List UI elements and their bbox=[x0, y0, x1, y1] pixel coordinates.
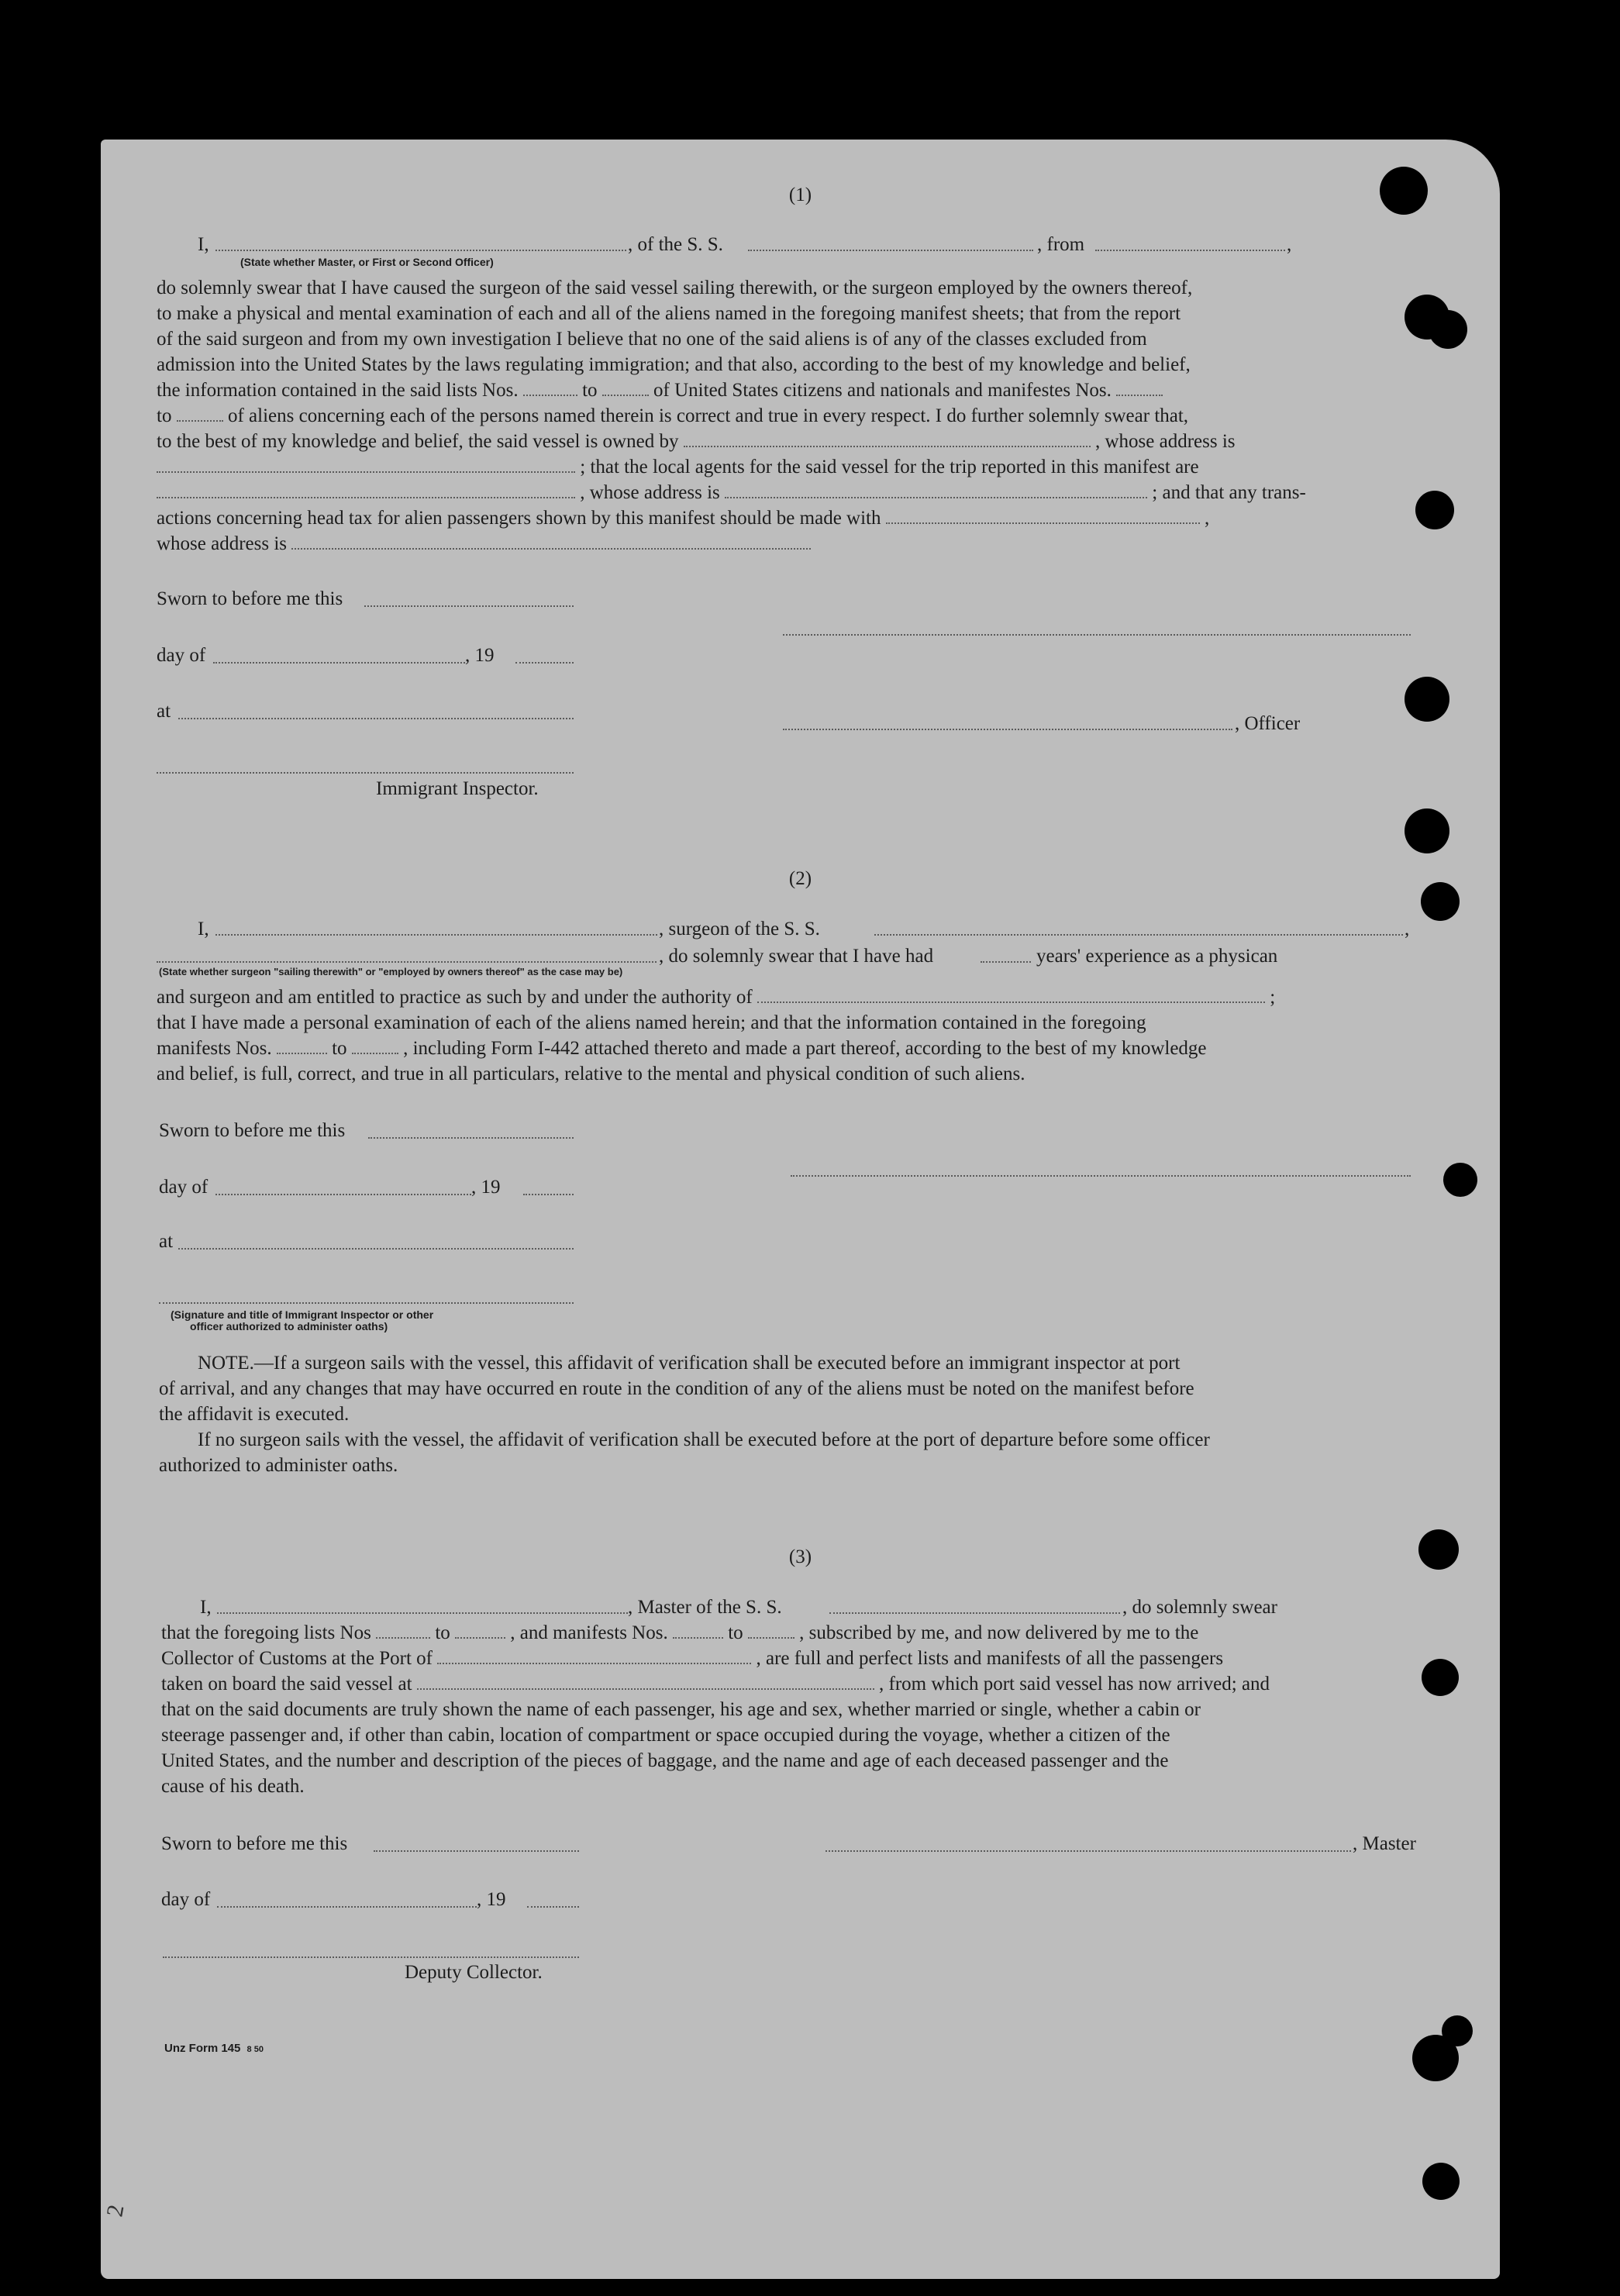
s3-vessel-field[interactable] bbox=[829, 1612, 1120, 1614]
s1-owned-by-label: to the best of my knowledge and belief, the said vessel is owned by bbox=[157, 431, 679, 452]
s2-manifests-label: manifests Nos. bbox=[157, 1038, 272, 1059]
s3-manifests-to-field[interactable] bbox=[748, 1620, 794, 1639]
s1-head-tax-field[interactable] bbox=[886, 505, 1200, 524]
s1-head-tax-address-field[interactable] bbox=[291, 531, 811, 550]
s3-deputy-label: Deputy Collector. bbox=[405, 1962, 543, 1983]
s2-at-label: at bbox=[159, 1231, 174, 1252]
s1-from-label: , from bbox=[1037, 234, 1085, 255]
s1-i-label: I, bbox=[198, 234, 209, 255]
s3-collector-label: Collector of Customs at the Port of bbox=[161, 1648, 433, 1669]
section-2-number: (2) bbox=[788, 868, 812, 889]
s1-day-field[interactable] bbox=[213, 662, 465, 664]
s3-day-of-label: day of bbox=[161, 1889, 211, 1910]
s1-inspector-sign-field[interactable] bbox=[157, 772, 574, 774]
punch-hole bbox=[1405, 677, 1449, 722]
s3-lists-from-field[interactable] bbox=[376, 1620, 430, 1639]
s1-signature-field[interactable] bbox=[783, 634, 1411, 636]
form-date: 8 50 bbox=[246, 2045, 264, 2054]
s1-whose-address-label: whose address is bbox=[157, 533, 288, 554]
s1-line1-end: , bbox=[1287, 234, 1292, 255]
punch-hole bbox=[1421, 882, 1460, 921]
s1-officer-label: , Officer bbox=[1235, 713, 1301, 734]
punch-hole bbox=[1422, 1659, 1459, 1696]
s1-year-label: , 19 bbox=[465, 645, 495, 666]
s1-agents-field[interactable] bbox=[157, 480, 575, 498]
punch-hole bbox=[1443, 1163, 1477, 1197]
s3-sworn-label: Sworn to before me this bbox=[161, 1833, 348, 1854]
punch-hole bbox=[1418, 1529, 1459, 1570]
s1-transactions-text: ; and that any trans- bbox=[1152, 482, 1306, 503]
s3-line: cause of his death. bbox=[161, 1776, 305, 1797]
s1-line: of the said surgeon and from my own investigation I believe that no one of the said aliens is of any of the classes excluded from bbox=[157, 329, 1147, 350]
s3-day-field[interactable] bbox=[217, 1906, 477, 1908]
s3-year-label: , 19 bbox=[477, 1889, 506, 1910]
s2-manifests-from-field[interactable] bbox=[277, 1036, 327, 1054]
s3-name-field[interactable] bbox=[217, 1612, 628, 1614]
s3-line: that on the said documents are truly shown the name of each passenger, his age and sex, whether married or single, whether a cabin or bbox=[161, 1699, 1201, 1720]
s1-line: admission into the United States by the laws regulating immigration; and that also, according to the best of my knowledge and belief, bbox=[157, 354, 1191, 375]
s3-subscribed-text: , subscribed by me, and now delivered by me to the bbox=[799, 1622, 1199, 1643]
s3-manifests-label: , and manifests Nos. bbox=[510, 1622, 668, 1643]
form-number: Unz Form 145 bbox=[164, 2042, 241, 2055]
s1-line: to make a physical and mental examination of each and all of the aliens named in the foregoing manifest sheets; that from the report bbox=[157, 303, 1181, 324]
s2-to-label: to bbox=[332, 1038, 347, 1059]
s2-caption: (State whether surgeon "sailing therewith" or "employed by owners thereof" as the case may be) bbox=[159, 966, 623, 977]
punch-hole bbox=[1415, 491, 1454, 529]
s2-experience-text: years' experience as a physican bbox=[1036, 946, 1278, 967]
s3-manifests-to-label: to bbox=[728, 1622, 743, 1643]
s1-line bbox=[157, 377, 1411, 403]
s1-agents-address-label: , whose address is bbox=[580, 482, 720, 503]
s1-line bbox=[157, 403, 1411, 429]
s2-signature-field[interactable] bbox=[791, 1175, 1411, 1177]
punch-hole bbox=[1442, 2015, 1473, 2046]
s2-note-line: the affidavit is executed. bbox=[159, 1404, 350, 1425]
s2-sig-caption-2: officer authorized to administer oaths) bbox=[190, 1320, 388, 1332]
s3-year-field[interactable] bbox=[527, 1906, 579, 1908]
s1-at-field[interactable] bbox=[178, 718, 574, 719]
s3-lists-to-field[interactable] bbox=[455, 1620, 505, 1639]
s3-lists-label: that the foregoing lists Nos bbox=[161, 1622, 371, 1643]
s1-year-field[interactable] bbox=[515, 662, 574, 664]
s1-at-label: at bbox=[157, 701, 171, 722]
s1-line bbox=[157, 429, 1411, 454]
s1-to-label: to bbox=[157, 405, 172, 426]
s2-note-line: of arrival, and any changes that may have occurred en route in the condition of any of the aliens must be noted on the manifest before bbox=[159, 1378, 1194, 1399]
s1-manifests-from-field[interactable] bbox=[1116, 377, 1163, 396]
punch-hole bbox=[1422, 2163, 1460, 2200]
punch-hole bbox=[1380, 167, 1428, 215]
s2-capacity-field[interactable] bbox=[157, 961, 657, 963]
s1-paragraph bbox=[157, 275, 1411, 557]
s2-year-label: , 19 bbox=[471, 1177, 501, 1198]
s2-sig-caption-1: (Signature and title of Immigrant Inspector or other bbox=[171, 1308, 434, 1321]
s3-line: steerage passenger and, if other than cabin, location of compartment or space occupied during the voyage, whether a citizen of the bbox=[161, 1725, 1170, 1746]
s1-agents-address-field[interactable] bbox=[725, 480, 1147, 498]
s1-owner-address-label: , whose address is bbox=[1094, 431, 1236, 452]
section-3-number: (3) bbox=[788, 1546, 812, 1567]
s1-day-of-label: day of bbox=[157, 645, 206, 666]
s3-lists-to-label: to bbox=[435, 1622, 450, 1643]
s1-inspector-label: Immigrant Inspector. bbox=[376, 778, 539, 799]
s3-sworn-field[interactable] bbox=[374, 1850, 579, 1852]
s2-manifests-to-field[interactable] bbox=[352, 1036, 398, 1054]
s1-lists-label: the information contained in the said lists Nos. bbox=[157, 380, 519, 401]
s1-sworn-field[interactable] bbox=[364, 605, 574, 607]
s1-aliens-text: of aliens concerning each of the persons named therein is correct and true in every respect. I do further solemnly swear that, bbox=[227, 405, 1189, 426]
s1-owner-field[interactable] bbox=[684, 429, 1091, 447]
s2-line: and belief, is full, correct, and true in all particulars, relative to the mental and physical condition of such aliens. bbox=[157, 1064, 1025, 1084]
s1-manifests-label: of United States citizens and nationals and manifestes Nos. bbox=[653, 380, 1112, 401]
s3-perfect-lists-text: , are full and perfect lists and manifests of all the passengers bbox=[756, 1648, 1224, 1669]
section-1-number: (1) bbox=[788, 184, 812, 205]
s1-lists-from-field[interactable] bbox=[523, 377, 577, 396]
s1-agents-label: ; that the local agents for the said vessel for the trip reported in this manifest are bbox=[580, 457, 1199, 477]
s3-line: United States, and the number and description of the pieces of baggage, and the name and age of each deceased passenger and the bbox=[161, 1750, 1169, 1771]
s3-line bbox=[161, 1646, 1413, 1671]
s2-inspector-sign-field[interactable] bbox=[159, 1302, 574, 1304]
s2-note bbox=[159, 1350, 1412, 1478]
s1-line bbox=[157, 454, 1411, 480]
s1-of-ss-label: , of the S. S. bbox=[628, 234, 723, 255]
s2-line: that I have made a personal examination of each of the aliens named herein; and that the information contained in the foregoing bbox=[157, 1012, 1146, 1033]
s2-swear-text: , do solemnly swear that I have had bbox=[659, 946, 934, 967]
s2-year-field[interactable] bbox=[523, 1194, 574, 1195]
s3-manifests-from-field[interactable] bbox=[673, 1620, 723, 1639]
s1-head-tax-text: actions concerning head tax for alien passengers shown by this manifest should be made with bbox=[157, 508, 881, 529]
s3-port-field[interactable] bbox=[437, 1646, 751, 1664]
s2-paragraph bbox=[157, 984, 1412, 1087]
s2-including-text: , including Form I-442 attached thereto and made a part thereof, according to the best of my knowledge bbox=[403, 1038, 1207, 1059]
s2-vessel-field[interactable] bbox=[874, 934, 1403, 936]
s3-taken-on-board-label: taken on board the said vessel at bbox=[161, 1674, 412, 1694]
s1-officer-field[interactable] bbox=[783, 729, 1232, 730]
s1-from-field[interactable] bbox=[1095, 250, 1285, 251]
s1-line: do solemnly swear that I have caused the surgeon of the said vessel sailing therewith, or the surgeon employed by the owners thereof, bbox=[157, 278, 1193, 298]
punch-hole bbox=[1429, 310, 1467, 349]
s2-note-line: If no surgeon sails with the vessel, the affidavit of verification shall be executed before at the port of departure before some officer bbox=[198, 1429, 1210, 1450]
s1-name-field[interactable] bbox=[215, 250, 626, 251]
s2-surgeon-label: , surgeon of the S. S. bbox=[659, 919, 820, 939]
s1-head-tax-end: , bbox=[1205, 508, 1210, 529]
s2-day-of-label: day of bbox=[159, 1177, 209, 1198]
s3-arrived-text: , from which port said vessel has now arrived; and bbox=[879, 1674, 1270, 1694]
s2-line1-end: , bbox=[1405, 919, 1410, 939]
s2-at-field[interactable] bbox=[178, 1248, 574, 1250]
s3-master-label-2: , Master bbox=[1353, 1833, 1416, 1854]
s3-master-sign-field[interactable] bbox=[826, 1850, 1351, 1852]
s2-sworn-label: Sworn to before me this bbox=[159, 1120, 346, 1141]
s2-line bbox=[157, 984, 1412, 1010]
s2-day-field[interactable] bbox=[215, 1194, 471, 1195]
s3-i-label: I, bbox=[200, 1597, 212, 1618]
s1-line bbox=[157, 480, 1411, 505]
s2-authority-end: ; bbox=[1270, 987, 1276, 1008]
s2-sworn-field[interactable] bbox=[368, 1137, 574, 1139]
s1-sworn-label: Sworn to before me this bbox=[157, 588, 343, 609]
s1-owner-address-field[interactable] bbox=[157, 454, 575, 473]
s3-departure-port-field[interactable] bbox=[417, 1671, 874, 1690]
s1-vessel-field[interactable] bbox=[748, 250, 1033, 251]
s2-i-label: I, bbox=[198, 919, 209, 939]
s1-line bbox=[157, 505, 1411, 531]
s3-line bbox=[161, 1671, 1413, 1697]
s2-note-line: NOTE.—If a surgeon sails with the vessel, this affidavit of verification shall be executed before an immigrant inspector at port bbox=[198, 1353, 1181, 1374]
s2-name-field[interactable] bbox=[215, 934, 657, 936]
s3-master-label: , Master of the S. S. bbox=[628, 1597, 782, 1618]
s3-line bbox=[161, 1620, 1413, 1646]
punch-hole bbox=[1405, 808, 1449, 853]
s2-line bbox=[157, 1036, 1412, 1061]
s1-line bbox=[157, 531, 1411, 557]
s3-paragraph bbox=[161, 1620, 1413, 1799]
s3-swear-label: , do solemnly swear bbox=[1122, 1597, 1277, 1618]
s1-lists-to-field[interactable] bbox=[602, 377, 649, 396]
s2-years-field[interactable] bbox=[981, 961, 1031, 963]
s2-authority-field[interactable] bbox=[757, 984, 1265, 1003]
s2-authority-text: and surgeon and am entitled to practice as such by and under the authority of bbox=[157, 987, 753, 1008]
form-id bbox=[164, 2042, 264, 2055]
s1-lists-to-label: to bbox=[582, 380, 598, 401]
s1-caption: (State whether Master, or First or Second Officer) bbox=[240, 256, 494, 268]
s2-note-line: authorized to administer oaths. bbox=[159, 1455, 398, 1476]
form-sheet bbox=[101, 140, 1500, 2279]
s3-deputy-sign-field[interactable] bbox=[163, 1956, 579, 1958]
s1-manifests-to-field[interactable] bbox=[177, 403, 223, 422]
corner-mark: 2 bbox=[102, 2202, 129, 2219]
